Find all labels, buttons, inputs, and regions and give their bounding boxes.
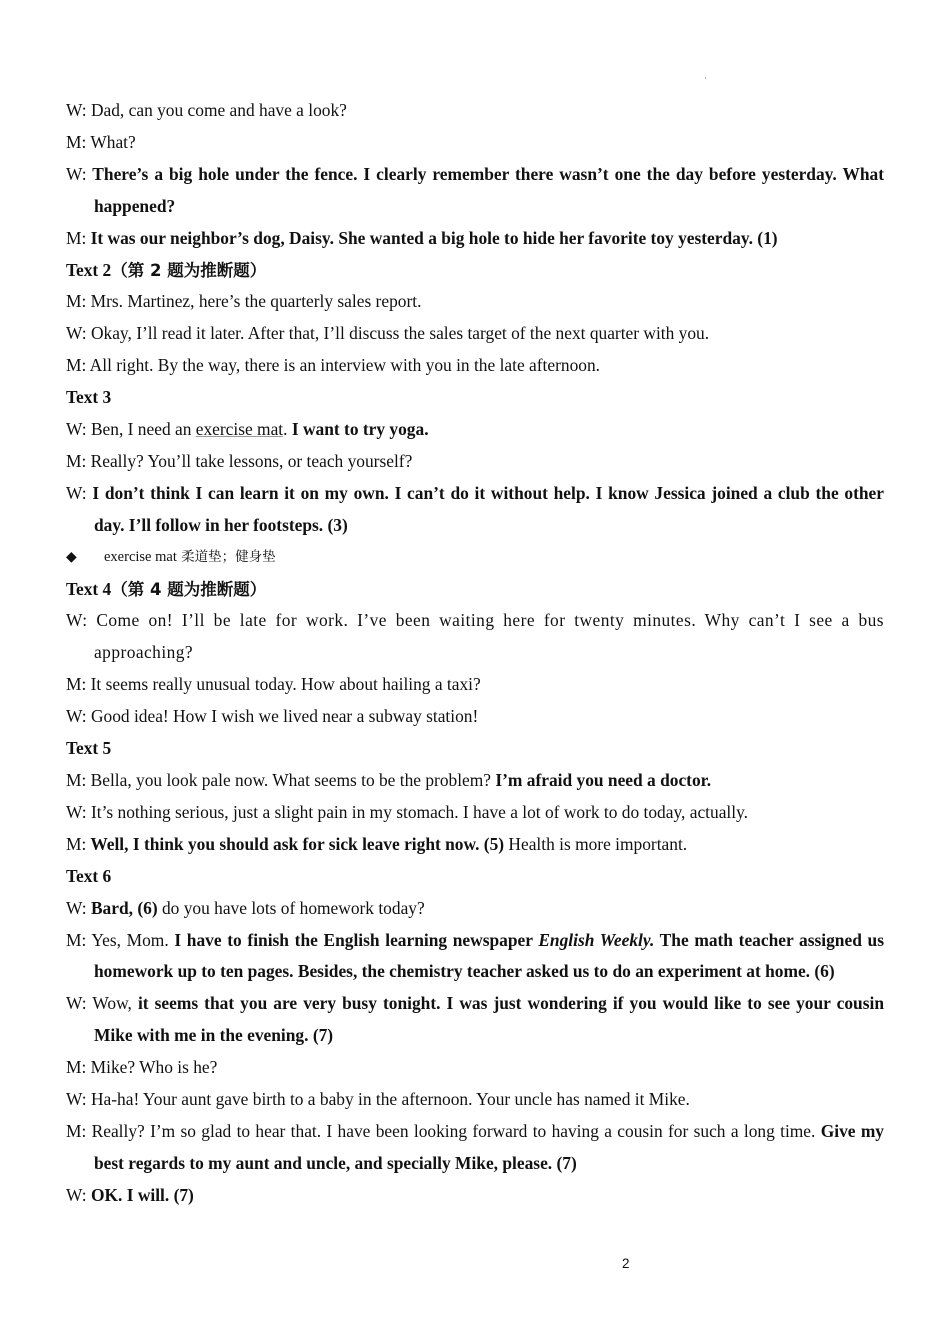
dialogue-line: W: Ben, I need an exercise mat. I want to try yoga.	[66, 419, 429, 440]
vocabulary-note: ◆ exercise mat 柔道垫；健身垫	[66, 542, 884, 574]
dialogue-line: W: I don’t think I can learn it on my own. I can’t do it without help. I know Jessica joined a club the other day. I’ll follow in her footsteps. (3)	[66, 482, 884, 535]
dialogue-line: M: All right. By the way, there is an interview with you in the late afternoon.	[66, 355, 600, 376]
dialogue-line: M: Mrs. Martinez, here’s the quarterly sales report.	[66, 291, 422, 312]
dialogue-line: M: Really? You’ll take lessons, or teach yourself?	[66, 450, 413, 471]
dialogue-line: W: Bard, (6) do you have lots of homework today?	[66, 897, 425, 918]
dialogue-line: M: Bella, you look pale now. What seems to be the problem? I’m afraid you need a doctor.	[66, 770, 712, 791]
dialogue-line: W: OK. I will. (7)	[66, 1184, 194, 1205]
diamond-bullet-icon: ◆	[66, 548, 77, 565]
dialogue-line: W: Ha-ha! Your aunt gave birth to a baby in the afternoon. Your uncle has named it Mike.	[66, 1089, 690, 1110]
page-number: 2	[622, 1256, 630, 1271]
dialogue-line: W: Dad, can you come and have a look?	[66, 100, 347, 120]
vocab-term-underlined: exercise mat	[195, 419, 284, 440]
dialogue-line: M: Yes, Mom. I have to finish the English learning newspaper English Weekly. The math teacher assigned us homework up to ten pages. Besides, the chemistry teacher asked us to do an experiment at home. (6)	[66, 929, 884, 982]
dialogue-line: M: What?	[66, 131, 136, 152]
dialogue-line: W: Wow, it seems that you are very busy tonight. I was just wondering if you would like to see your cousin Mike with me in the evening. (7)	[66, 993, 885, 1046]
dialogue-line: W: It’s nothing serious, just a slight pain in my stomach. I have a lot of work to do today, actually.	[66, 801, 748, 822]
section-heading-text-6: Text 6	[66, 865, 112, 886]
dialogue-line: W: Okay, I’ll read it later. After that, I’ll discuss the sales target of the next quarter with you.	[66, 323, 710, 344]
section-heading-text-3: Text 3	[66, 387, 112, 408]
dialogue-line: M: Well, I think you should ask for sick leave right now. (5) Health is more important.	[66, 833, 688, 854]
dialogue-line: M: Really? I’m so glad to hear that. I have been looking forward to having a cousin for such a long time. Give my best regards to my aunt and uncle, and specially Mike, please. (7)	[66, 1120, 885, 1173]
dialogue-line: W: Good idea! How I wish we lived near a subway station!	[66, 706, 479, 727]
dialogue-line: W: Come on! I’ll be late for work. I’ve been waiting here for twenty minutes. Why can’t I see a bus approaching?	[66, 610, 884, 663]
dialogue-line: M: It was our neighbor’s dog, Daisy. She wanted a big hole to hide her favorite toy yesterday. (1)	[66, 227, 778, 248]
dialogue-line: M: Mike? Who is he?	[66, 1057, 218, 1078]
transcript-body	[66, 95, 884, 1212]
scan-speck	[705, 77, 706, 79]
dialogue-line: M: It seems really unusual today. How about hailing a taxi?	[66, 674, 481, 695]
section-heading-text-5: Text 5	[66, 738, 112, 759]
section-heading-text-4: Text 4（第 4 题为推断题）	[66, 578, 267, 599]
dialogue-line: W: There’s a big hole under the fence. I clearly remember there wasn’t one the day before yesterday. What happened?	[66, 163, 884, 216]
section-heading-text-2: Text 2（第 2 题为推断题）	[66, 259, 267, 280]
